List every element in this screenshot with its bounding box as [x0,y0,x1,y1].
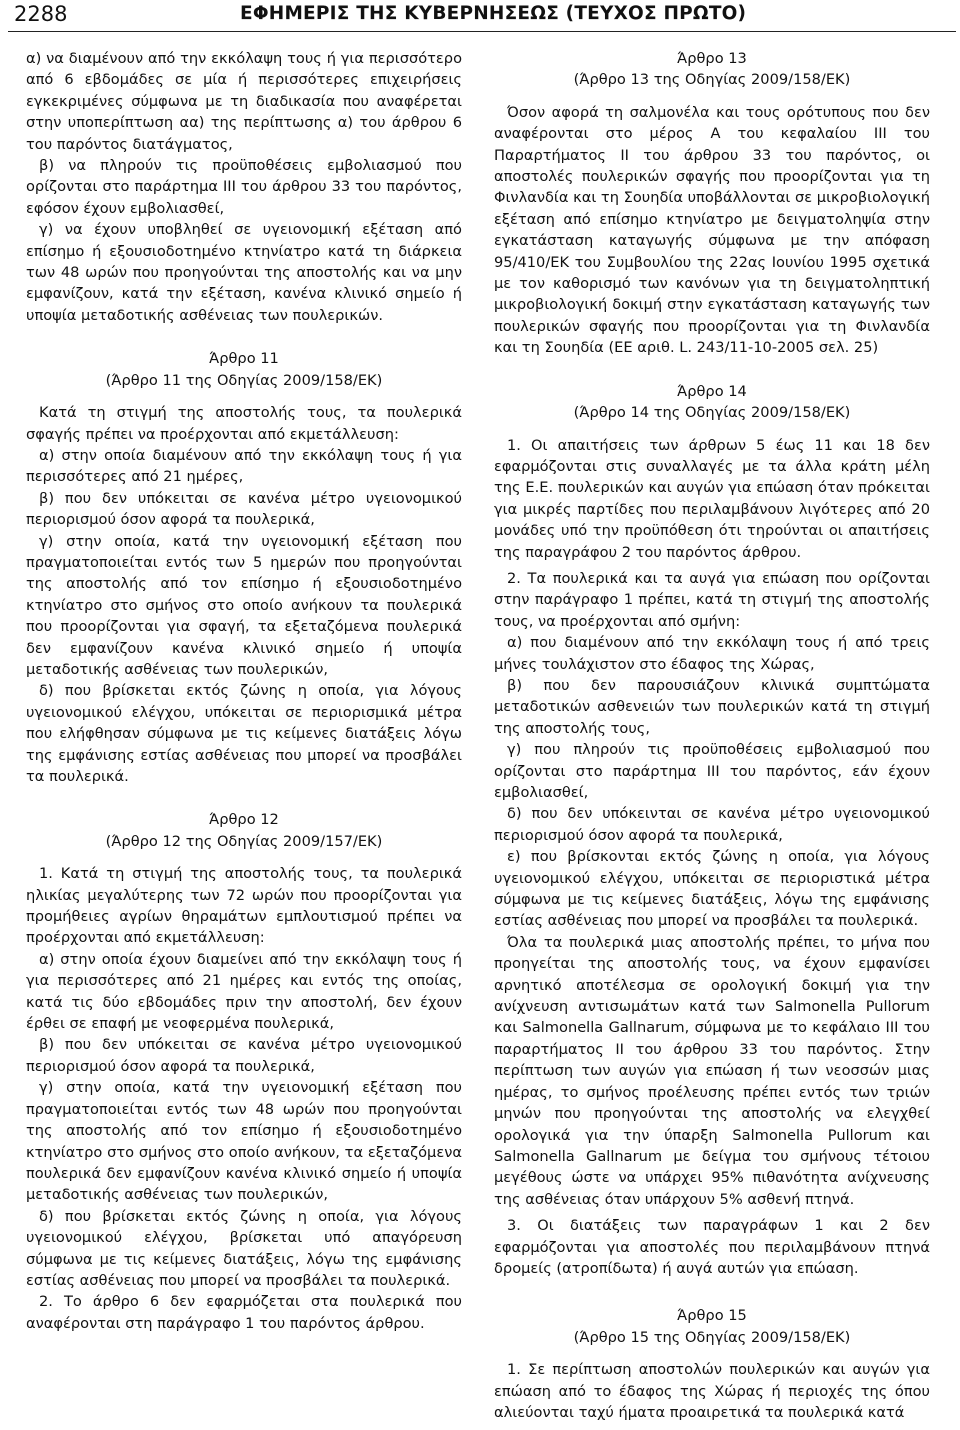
article-13-heading [494,48,930,91]
paragraph: 1. Οι απαιτήσεις των άρθρων 5 έως 11 και 18 δεν εφαρμόζονται στις συναλλαγές με τα άλλα κράτη μέλη της Ε.Ε. πουλερικών και αυγών για επώαση όταν πρόκειται για μικρές παρτίδες που περιλαμβάνουν λιγότερες από 20 μονάδες υπό την προϋπόθεση ότι τηρούνται οι απαιτήσεις της παραγράφου 2 του παρόντος άρθρου. [494,436,930,561]
paragraph: δ) που βρίσκεται εκτός ζώνης η οποία, για λόγους υγειονομικού ελέγχου, βρίσκεται υπό απαγόρευση σύμφωνα με τις κείμενες διατάξεις, λόγω της εμφάνισης εστίας ασθένειας που μπορεί να προσβάλει τα πουλερικά. [26,1207,462,1289]
article-14-heading [494,381,930,424]
paragraph: 1. Σε περίπτωση αποστολών πουλερικών και αυγών για επώαση από το έδαφος της Χώρας ή περιοχές της όπου αλιεύονται ταχύ ήματα προαιρετικά τα πουλερικά κατά [494,1361,930,1421]
article-subtitle: (Άρθρο 11 της Οδηγίας 2009/158/ΕΚ) [105,371,383,389]
paragraph: δ) που δεν υπόκεινται σε κανένα μέτρο υγειονομικού περιορισμού όσον αφορά τα πουλερικά, [494,805,930,844]
journal-title: ΕΦΗΜΕΡΙΣ ΤΗΣ ΚΥΒΕΡΝΗΣΕΩΣ (ΤΕΥΧΟΣ ΠΡΩΤΟ) [240,3,747,24]
paragraph: α) που διαμένουν από την εκκόλαψη τους ή από τρεις μήνες τουλάχιστον στο έδαφος της Χώρας, [494,634,930,673]
article-title: Άρθρο 12 [209,811,279,829]
paragraph: ε) που βρίσκονται εκτός ζώνης η οποία, για λόγους υγειονομικού ελέγχου, υπόκειται σε περιοριστικά μέτρα σύμφωνα με τις κείμενες διατάξεις, λόγω της εμφάνισης εστίας ασθένειας που μπορεί να προσβάλει τα πουλερικά. [494,848,930,930]
article-subtitle: (Άρθρο 12 της Οδηγίας 2009/157/ΕΚ) [105,832,383,850]
article-title: Άρθρο 13 [677,50,747,67]
paragraph: β) που δεν παρουσιάζουν κλινικά συμπτώματα μεταδοτικών ασθενειών των πουλερικών κατά τη στιγμή της αποστολής τους, [494,676,930,737]
right-column [494,48,930,1423]
paragraph: β) να πληρούν τις προϋποθέσεις εμβολιασμού που ορίζονται στο παράρτημα ΙΙΙ του άρθρου 33 του παρόντος, εφόσον έχουν εμβολιασθεί, [26,157,462,217]
article-subtitle: (Άρθρο 13 της Οδηγίας 2009/158/ΕΚ) [573,71,851,89]
paragraph: β) που δεν υπόκειται σε κανένα μέτρο υγειονομικού περιορισμού όσον αφορά τα πουλερικά, [26,1036,462,1075]
paragraph: 2. Το άρθρο 6 δεν εφαρμόζεται στα πουλερικά που αναφέρονται στη παράγραφο 1 του παρόντος άρθρου. [26,1293,462,1332]
paragraph: γ) στην οποία, κατά την υγειονομική εξέταση που πραγματοποιείται εντός των 5 ημερών που προηγούνται της αποστολής από τον επίσημο ή εξουσιοδοτημένο κτηνίατρο στο σμήνος στο οποίο ανήκουν τα πουλερικά που προορίζονται για σφαγή, τα εξεταζόμενα πουλερικά δεν εμφανίζουν κανένα κλινικό σημείο ή υποψία μεταδοτικής ασθένειας των πουλερικών, [26,532,462,678]
article-title: Άρθρο 14 [677,382,747,400]
paragraph: 2. Τα πουλερικά και τα αυγά για επώαση που ορίζονται στην παράγραφο 1 πρέπει, κατά τη στιγμή της αποστολής τους, να προέρχονται από σμήνη: [494,569,930,630]
header-rule [8,31,956,32]
paragraph: Όσον αφορά τη σαλμονέλα και τους ορότυπους που δεν αναφέρονται στο μέρος Α του κεφαλαίου ΙΙΙ του Παραρτήματος ΙΙ του άρθρου 33 του παρόντος, οι αποστολές πουλερικών σφαγής που προορίζονται για τη Φινλανδία και τη Σουηδία υποβάλλονται σε μικροβιολογική εξέταση από επίσημο κτηνίατρο με δειγματοληψία στην εγκατάσταση καταγωγής σύμφωνα με την απόφαση 95/410/ΕΚ του Συμβουλίου της 22ας Ιουνίου 1995 σχετικά με τον καθορισμό των κανόνων για τη δειγματοληπτική μικροβιολογική δοκιμή στην εγκατάσταση καταγωγής των πουλερικών σφαγής που προορίζονται για τη Φινλανδία και τη Σουηδία (ΕΕ αριθ. L. 243/11-10-2005 σελ. 25) [494,103,930,357]
paragraph: α) στην οποία διαμένουν από την εκκόλαψη τους ή για περισσότερες από 21 ημέρες, [26,446,462,486]
page-number: 2288 [14,2,68,26]
paragraph: α) να διαμένουν από την εκκόλαψη τους ή για περισσότερο από 6 εβδομάδες σε μία ή περισσότερες επιχειρήσεις εγκεκριμένες σύμφωνα με τη διαδικασία που αναφέρεται στην υποπερίπτωση αα) της περίπτωσης α) του άρθρου 6 του παρόντος διατάγματος, [26,50,462,153]
article-15-heading [494,1305,930,1348]
article-subtitle: (Άρθρο 15 της Οδηγίας 2009/158/ΕΚ) [573,1328,851,1346]
left-column [26,48,462,1334]
paragraph: Όλα τα πουλερικά μιας αποστολής πρέπει, το μήνα που προηγείται της αποστολής τους, να έχουν εμφανίσει αρνητικό αποτέλεσμα σε ορολογική δοκιμή για την ανίχνευση αντισωμάτων κατά των Salmonella Pullorum και Salmonella Gallnarum, σύμφωνα με το κεφάλαιο ΙΙΙ του παραρτήματος ΙΙ του άρθρου 33 του παρόντος. Στην περίπτωση των αυγών για επώαση ή των νεοσσών μιας ημέρας, το σμήνος προέλευσης πρέπει εντός των τριών μηνών που προηγούνται της αποστολής να ελεγχθεί ορολογικά για την ύπαρξη Salmonella Pullorum και Salmonella Gallnarum με δείγμα του σμήνους τέτοιου μεγέθους ώστε να υπάρχει 95% πιθανότητα ανίχνευσης της ασθένειας όταν υπάρχουν 5% ασθενή πτηνά. [494,933,930,1208]
paragraph: 1. Κατά τη στιγμή της αποστολής τους, τα πουλερικά ηλικίας μεγαλύτερης των 72 ωρών που προορίζονται για προμήθειες αγρίων θηραμάτων εμπλουτισμού πρέπει να προέρχονται από εκμετάλλευση: [26,865,462,947]
paragraph: γ) που πληρούν τις προϋποθέσεις εμβολιασμού που ορίζονται στο παράρτημα ΙΙΙ του παρόντος, εάν έχουν εμβολιασθεί, [494,741,930,801]
paragraph: 3. Οι διατάξεις των παραγράφων 1 και 2 δεν εφαρμόζονται για αποστολές που περιλαμβάνουν πτηνά δρομείς (ατροπίδωτα) ή αυγά αυτών για επώαση. [494,1217,930,1277]
paragraph: α) στην οποία έχουν διαμείνει από την εκκόλαψη τους ή για περισσότερες από 21 ημέρες και εντός της οποίας, κατά τις δύο εβδομάδες πριν την αποστολή, δεν έχουν έρθει σε επαφή με νεοφερμένα πουλερικά, [26,950,462,1033]
article-title: Άρθρο 15 [677,1307,747,1325]
article-11-heading [26,348,462,391]
page-header [0,0,960,34]
article-title: Άρθρο 11 [209,350,279,368]
paragraph: γ) στην οποία, κατά την υγειονομική εξέταση που πραγματοποιείται εντός των 48 ωρών που προηγούνται της αποστολής από τον επίσημο ή εξουσιοδοτημένο κτηνίατρο στο σμήνος στο οποίο ανήκουν, τα εξεταζόμενα πουλερικά δεν εμφανίζουν κανένα κλινικό σημείο ή υποψία μεταδοτικής ασθένειας των πουλερικών, [26,1079,462,1204]
article-subtitle: (Άρθρο 14 της Οδηγίας 2009/158/ΕΚ) [573,404,851,422]
paragraph: γ) να έχουν υποβληθεί σε υγειονομική εξέταση από επίσημο ή εξουσιοδοτημένο κτηνίατρο κατά τη διάρκεια των 48 ωρών που προηγούνται της αποστολής και να μην εμφανίζουν, κατά την εξέταση, κανένα κλινικό σημείο ή υποψία μεταδοτικής ασθένειας των πουλερικών. [26,221,462,324]
paragraph: δ) που βρίσκεται εκτός ζώνης η οποία, για λόγους υγειονομικού ελέγχου, υπόκειται σε περιορισμικά μέτρα που ελήφθησαν σύμφωνα με τις κείμενες διατάξεις λόγω της εμφάνισης εστίας ασθένειας που μπορεί να προσβάλει τα πουλερικά. [26,682,462,785]
article-12-heading [26,809,462,852]
paragraph: Κατά τη στιγμή της αποστολής τους, τα πουλερικά σφαγής πρέπει να προέρχονται από εκμετάλλευση: [26,404,462,443]
paragraph: β) που δεν υπόκειται σε κανένα μέτρο υγειονομικού περιορισμού όσον αφορά τα πουλερικά, [26,489,462,529]
